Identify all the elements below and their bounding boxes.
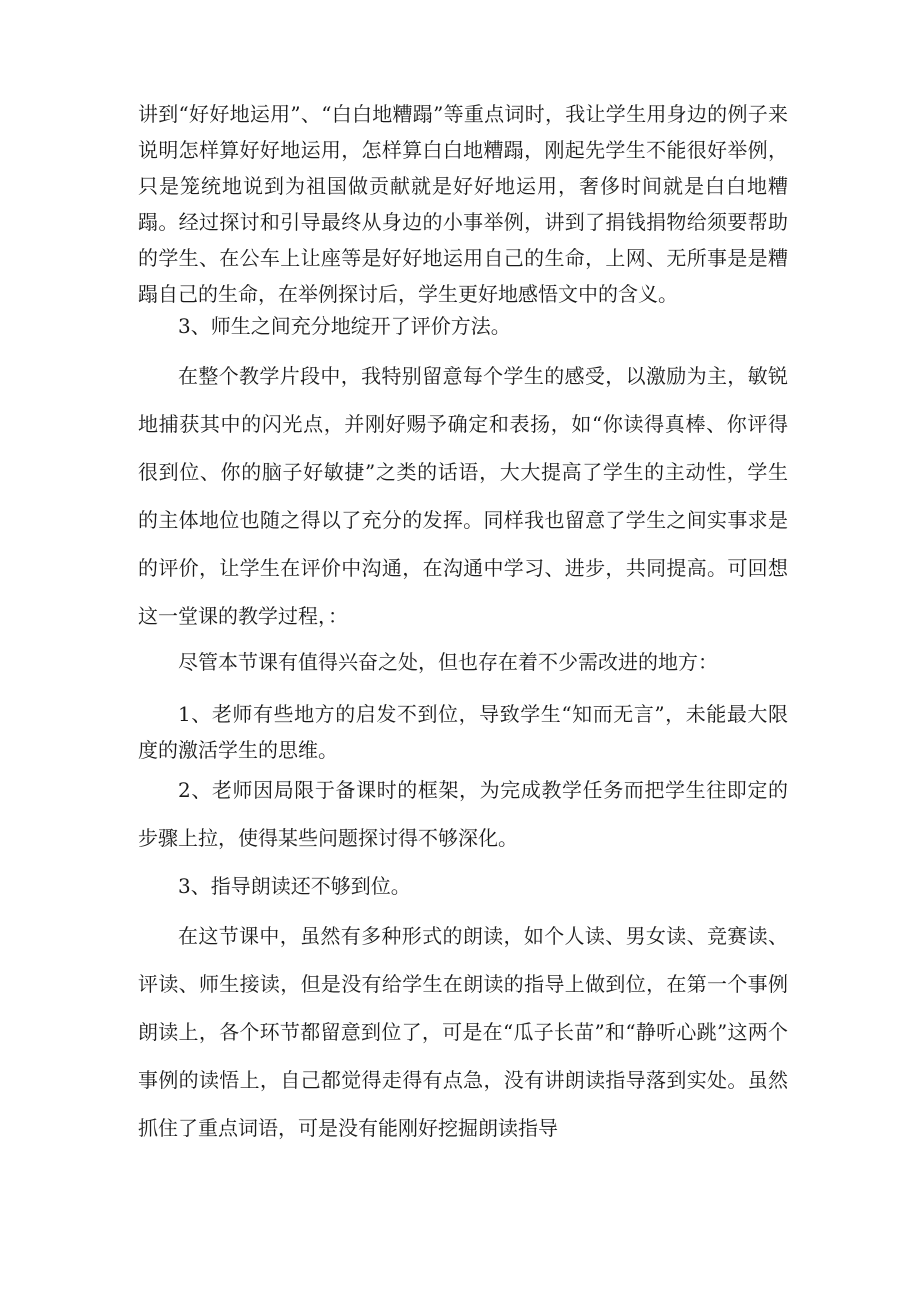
list-item-1: 1、老师有些地方的启发不到位，导致学生“知而无言”，未能最大限度的激活学生的思维。 bbox=[138, 702, 788, 762]
paragraph-reading-guidance: 在这节课中，虽然有多种形式的朗读，如个人读、男女读、竞赛读、评读、师生接读，但是没有给学生在朗读的指导上做到位，在第一个事例朗读上，各个环节都留意到位了，可是在“瓜子长苗”和“静听心跳”这两个事例的读悟上，自己都觉得走得有点急，没有讲朗读指导落到实处。虽然抓住了重点词语，可是没有能刚好挖掘朗读指导 bbox=[138, 924, 788, 1140]
paragraph-improvements-intro: 尽管本节课有值得兴奋之处，但也存在着不少需改进的地方： bbox=[178, 650, 718, 674]
list-item-3: 3、指导朗读还不够到位。 bbox=[178, 874, 411, 898]
heading-evaluation: 3、师生之间充分地绽开了评价方法。 bbox=[178, 314, 511, 338]
list-item-2: 2、老师因局限于备课时的框架，为完成教学任务而把学生往即定的步骤上拉，使得某些问题探讨得不够深化。 bbox=[138, 778, 788, 850]
paragraph-example-discussion: 讲到“好好地运用”、“白白地糟蹋”等重点词时，我让学生用身边的例子来说明怎样算好好地运用，怎样算白白地糟蹋，刚起先学生不能很好举例，只是笼统地说到为祖国做贡献就是好好地运用，奢侈时间就是白白地糟蹋。经过探讨和引导最终从身边的小事举例，讲到了捐钱捐物给须要帮助的学生、在公车上让座等是好好地运用自己的生命，上网、无所事是是糟蹋自己的生命，在举例探讨后，学生更好地感悟文中的含义。 bbox=[138, 102, 788, 306]
paragraph-evaluation: 在整个教学片段中，我特别留意每个学生的感受，以激励为主，敏锐地捕获其中的闪光点，并刚好赐予确定和表扬，如“你读得真棒、你评得很到位、你的脑子好敏捷”之类的话语，大大提高了学生的主动性，学生的主体地位也随之得以了充分的发挥。同样我也留意了学生之间实事求是的评价，让学生在评价中沟通，在沟通中学习、进步，共同提高。可回想这一堂课的教学过程，： bbox=[138, 364, 788, 628]
